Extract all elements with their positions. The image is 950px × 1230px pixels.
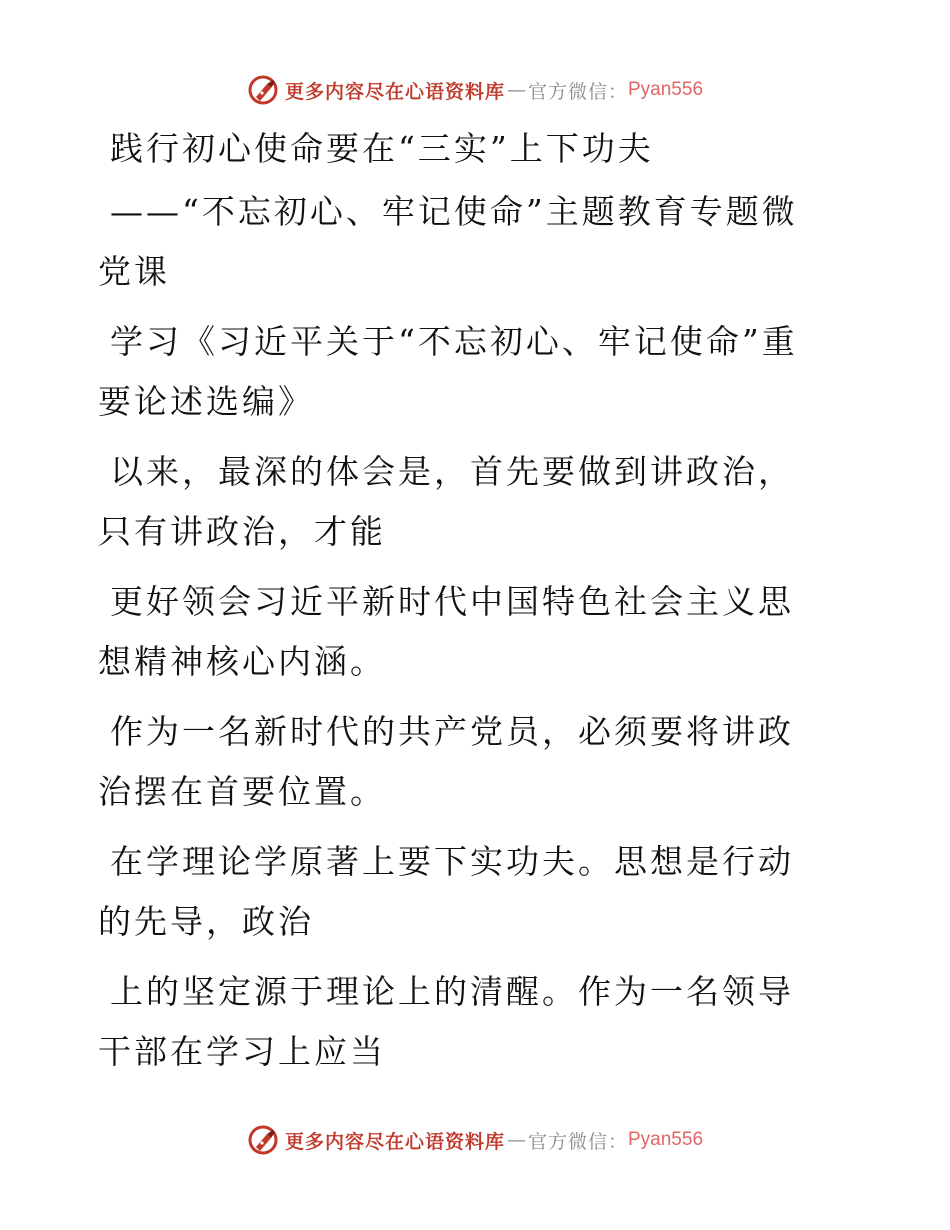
paragraph-8: 上的坚定源于理论上的清醒。作为一名领导干部在学习上应当 (98, 972, 794, 1071)
header-wechat-id: Pyan556 (628, 79, 704, 100)
header-wechat-label: 官方微信： (527, 80, 628, 103)
footer-watermark (0, 1120, 950, 1160)
footer-brand-text: 更多内容尽在心语资料库 (284, 1130, 505, 1153)
header-dash: — (506, 79, 526, 101)
paragraph-6: 作为一名新时代的共产党员，必须要将讲政治摆在首要位置。 (98, 712, 794, 811)
paragraph-5: 更好领会习近平新时代中国特色社会主义思想精神核心内涵。 (98, 582, 794, 681)
paragraph-title: 践行初心使命要在“三实”上下功夫 (110, 129, 654, 168)
paragraph-3: 学习《习近平关于“不忘初心、牢记使命”重要论述选编》 (98, 322, 798, 421)
paragraph-4: 以来，最深的体会是，首先要做到讲政治，只有讲政治，才能 (98, 452, 794, 551)
document-body (98, 116, 828, 1082)
paragraph-subtitle: ——“不忘初心、牢记使命”主题教育专题微党课 (98, 192, 798, 291)
footer-wechat-label: 官方微信： (527, 1130, 628, 1153)
pen-nib-logo-icon (247, 74, 279, 106)
header-watermark (0, 70, 950, 110)
footer-dash: — (506, 1129, 526, 1151)
header-brand-text: 更多内容尽在心语资料库 (284, 80, 505, 103)
footer-wechat-id: Pyan556 (628, 1129, 704, 1150)
pen-nib-logo-icon (247, 1124, 279, 1156)
paragraph-7: 在学理论学原著上要下实功夫。思想是行动的先导，政治 (98, 842, 794, 941)
